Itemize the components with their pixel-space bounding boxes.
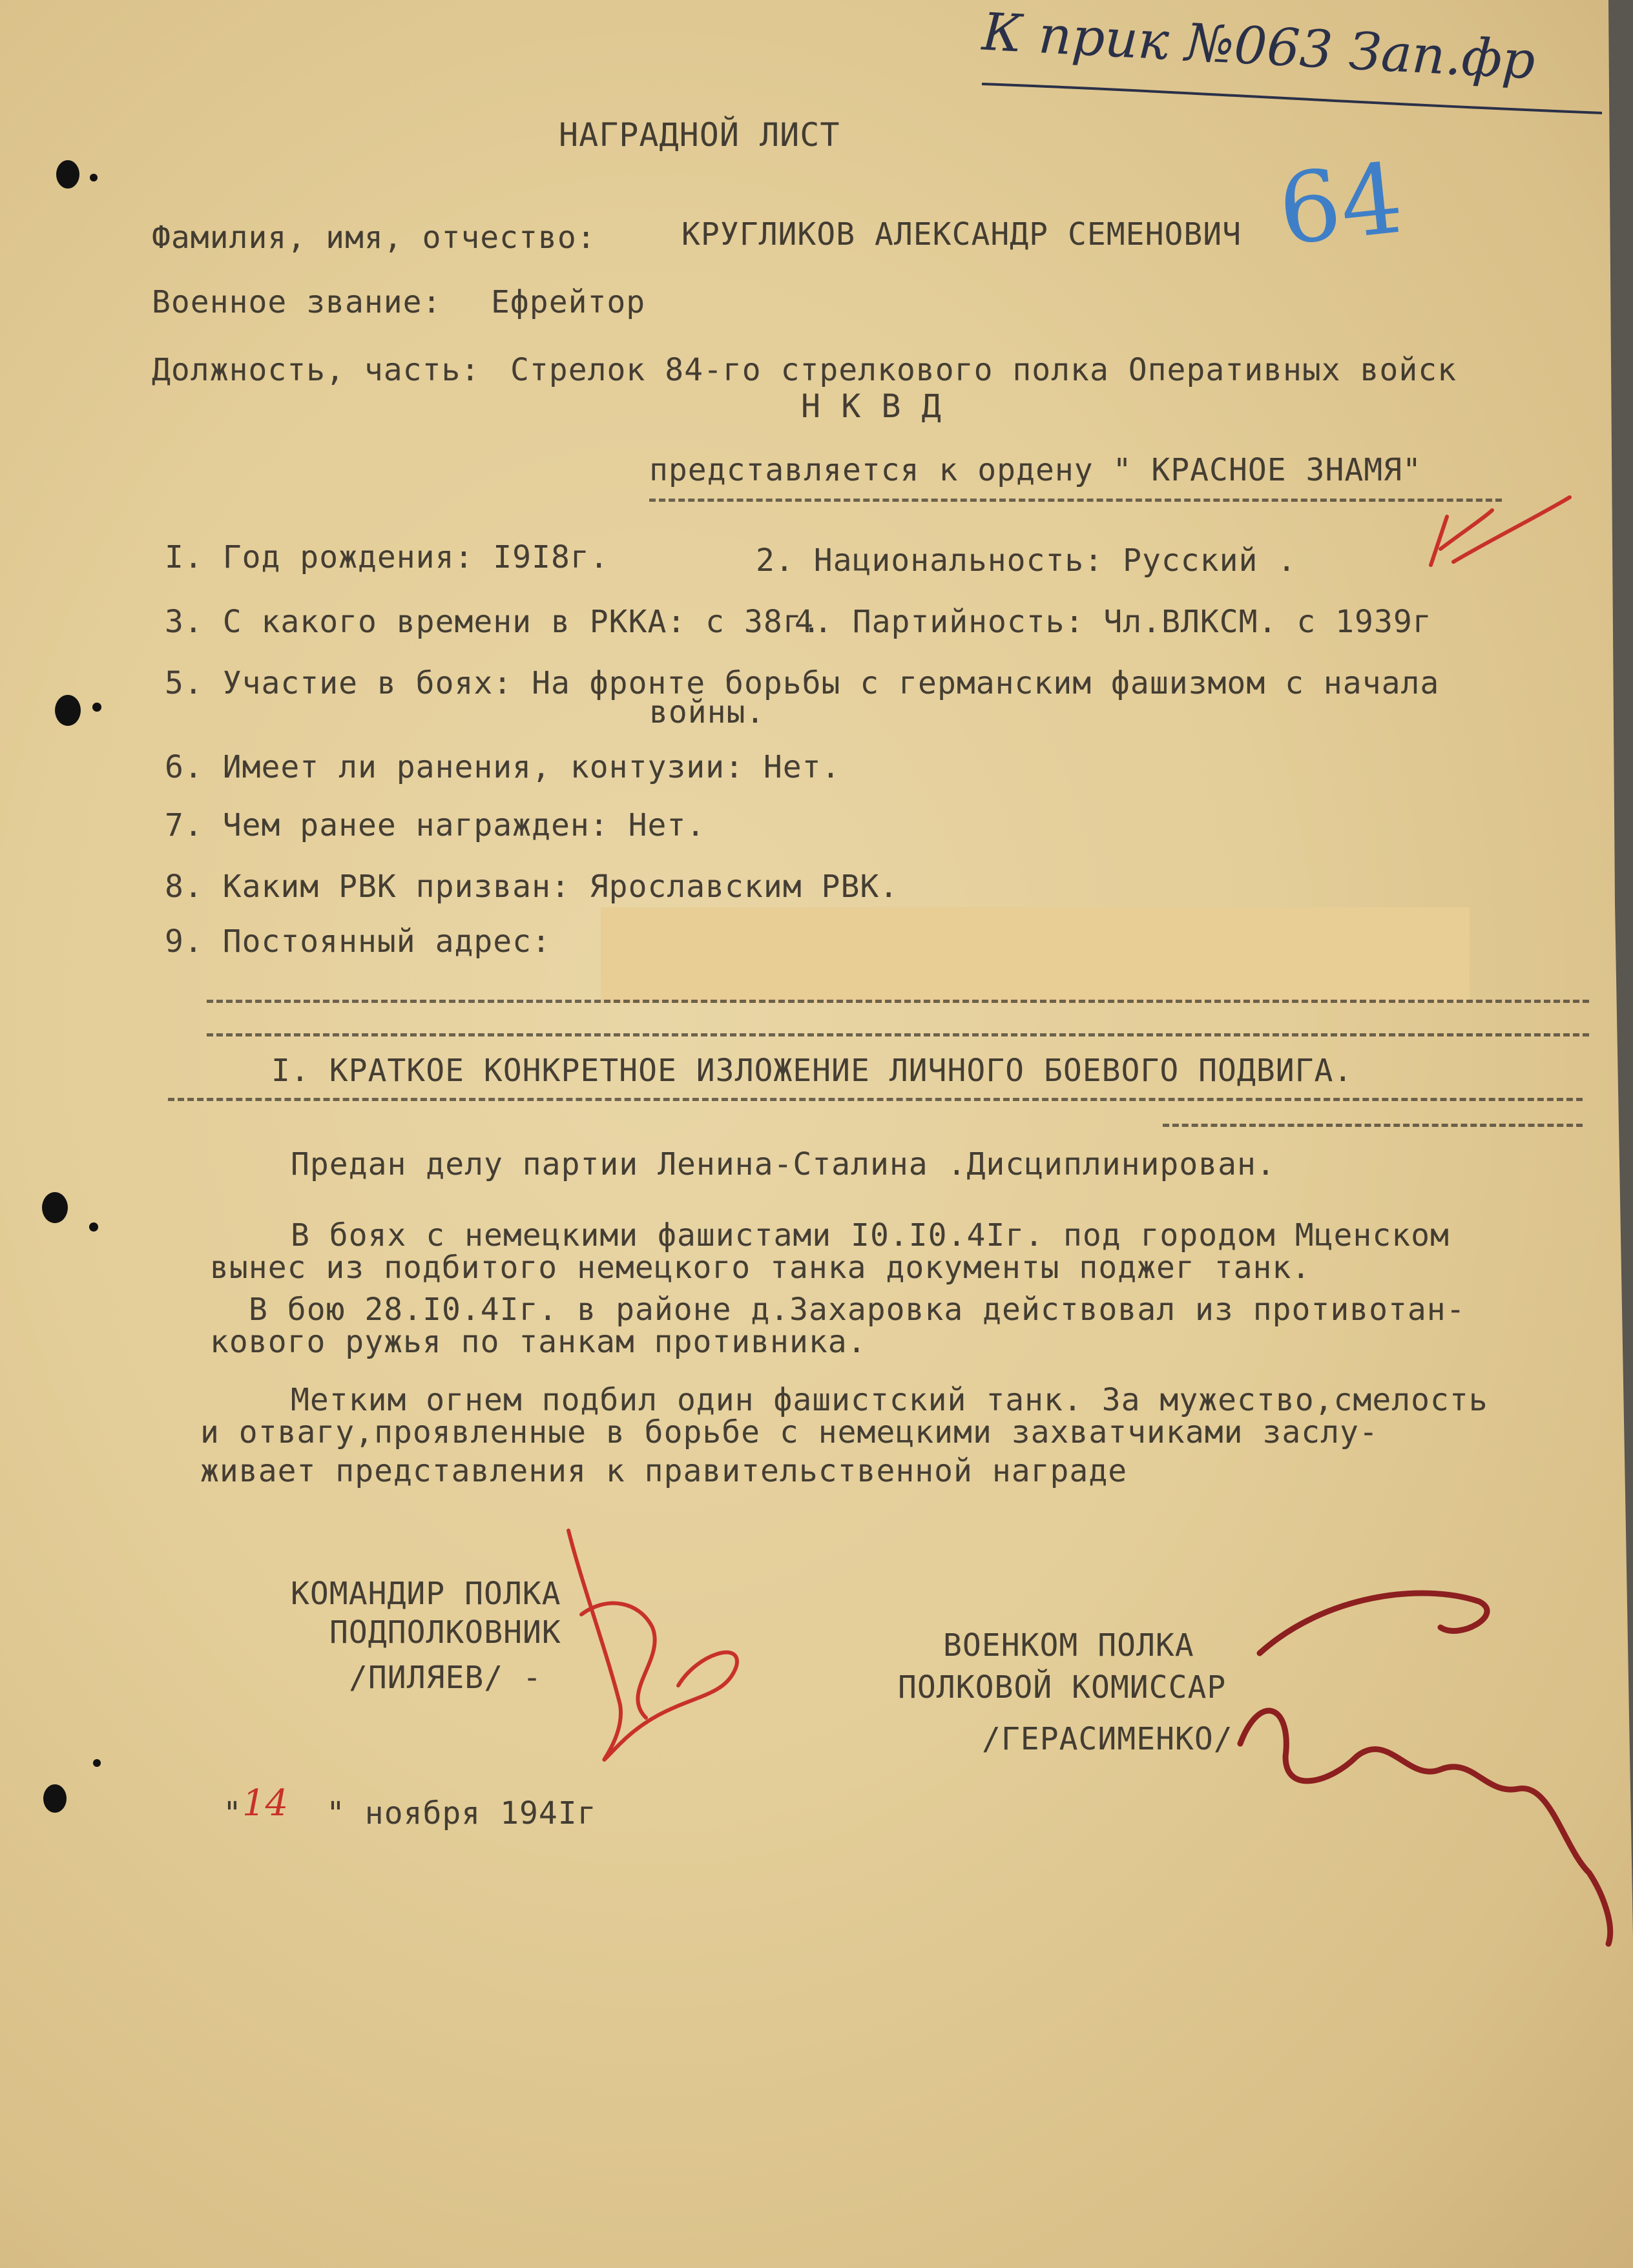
commander-rank: ПОДПОЛКОВНИК [329,1614,561,1651]
page-title: НАГРАДНОЙ ЛИСТ [559,116,840,154]
body-paragraph-4a: Метким огнем подбил один фашистский танк. За мужество,смелость [291,1382,1488,1418]
body-paragraph-2a: В боях с немецкими фашистами I0.I0.4Iг. под городом Мценском [291,1217,1450,1253]
rank-value: Ефрейтор [491,284,646,320]
header-handwritten-note: К прик №063 Зап.фр [981,1,1537,91]
position-value-nkvd: Н К В Д [801,387,942,425]
item-birth-year: I. Год рождения: I9I8г. [165,539,609,575]
item-party: 4. Партийность: Чл.ВЛКСМ. с 1939г [795,604,1432,640]
position-value: Стрелок 84-го стрелкового полка Оперативных войск [510,352,1457,388]
body-paragraph-3b: кового ружья по танкам противника. [210,1324,867,1360]
item-battles: 5. Участие в боях: На фронте борьбы с германским фашизмом с начала [165,665,1440,701]
position-label: Должность, часть: [152,352,481,388]
red-check-mark [1431,497,1570,565]
commander-signature [568,1531,737,1760]
blue-pencil-mark: 64 [1273,142,1408,267]
commissar-name: /ГЕРАСИМЕНКО/ [982,1721,1233,1757]
punch-hole [56,160,79,189]
item-rkka-since: 3. С какого времени в РККА: с 38г. [165,604,822,640]
section-title: I. КРАТКОЕ КОНКРЕТНОЕ ИЗЛОЖЕНИЕ ЛИЧНОГО БОЕВОГО ПОДВИГА. [271,1053,1353,1089]
fio-label: Фамилия, имя, отчество: [152,220,596,256]
body-paragraph-1: Предан делу партии Ленина-Сталина .Дисциплинирован. [291,1146,1276,1182]
body-paragraph-4b: и отвагу,проявленные в борьбе с немецкими захватчиками заслу- [200,1414,1378,1450]
date-month-year: " ноября 194Iг [326,1795,597,1831]
item-wounds: 6. Имеет ли ранения, контузии: Нет. [165,749,841,785]
body-paragraph-2b: вынес из подбитого немецкого танка документы поджег танк. [210,1250,1311,1286]
body-paragraph-4c: живает представления к правительственной награде [200,1453,1128,1489]
item-nationality: 2. Национальность: Русский . [756,542,1297,579]
punch-hole [42,1192,68,1223]
item-address: 9. Постоянный адрес: [165,923,551,960]
commander-title: КОМАНДИР ПОЛКА [291,1576,561,1612]
rank-label: Военное звание: [152,284,442,320]
body-paragraph-3a: В бою 28.I0.4Iг. в районе д.Захаровка действовал из противотан- [249,1292,1466,1328]
commander-name: /ПИЛЯЕВ/ - [349,1660,542,1696]
item-previous-awards: 7. Чем ранее награжден: Нет. [165,807,706,843]
nomination-text: представляется к ордену " КРАСНОЕ ЗНАМЯ" [649,452,1422,488]
punch-hole [43,1784,67,1813]
date-day-handwritten: 14 [242,1782,289,1824]
commissar-title: ВОЕНКОМ ПОЛКА [943,1627,1194,1664]
item-draft-office: 8. Каким РВК призван: Ярославским РВК. [165,869,899,905]
commissar-rank: ПОЛКОВОЙ КОМИССАР [898,1669,1227,1706]
header-note-underline [982,84,1602,113]
item-battles-cont: войны. [649,694,765,730]
punch-hole [55,695,81,726]
fio-value: КРУГЛИКОВ АЛЕКСАНДР СЕМЕНОВИЧ [681,216,1242,253]
date-open-quote: " [223,1795,242,1831]
commissar-signature [1240,1593,1610,1944]
